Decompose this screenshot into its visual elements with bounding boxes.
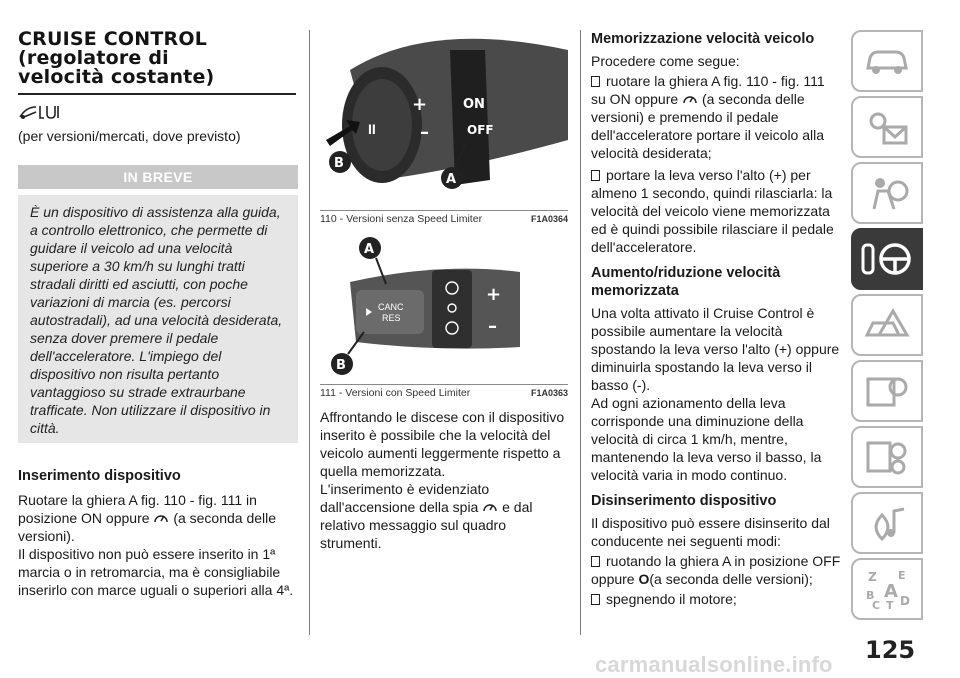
figure-111: [320, 232, 568, 380]
bullet-box: [591, 170, 600, 181]
svg-text:II: II: [368, 121, 376, 137]
deactivation-step-1a: ruotando la ghiera A in posizione OFF oppure: [591, 553, 841, 587]
title-line-3: velocità costante): [18, 66, 215, 88]
on-label-110: ON: [463, 97, 485, 112]
label-b-110: B: [334, 156, 344, 171]
maintenance-icon: [864, 371, 910, 411]
car-icon: [864, 46, 910, 76]
section-heading-memorization: Memorizzazione velocità veicolo: [591, 31, 815, 47]
bullet-box: [591, 594, 600, 605]
off-label-110: OFF: [467, 123, 494, 137]
column-divider-2: [580, 30, 581, 635]
figure-110: [320, 30, 568, 206]
deactivation-step-2: spegnendo il motore;: [606, 591, 737, 607]
svg-text:Z: Z: [868, 570, 877, 584]
caption-111-text: 111 - Versioni con Speed Limiter: [320, 387, 471, 399]
label-a-111: A: [364, 242, 375, 257]
speedometer-icon: [153, 510, 173, 526]
off-o-symbol: O: [638, 571, 650, 587]
insertion-text-b: (a seconda delle versioni).: [18, 510, 277, 544]
stalk-drawing-110: [320, 30, 568, 206]
svg-text:D: D: [900, 594, 910, 608]
svg-text:C: C: [872, 599, 881, 611]
caption-111: [320, 384, 568, 400]
bullet-box: [591, 556, 600, 567]
minus-label-110: –: [420, 122, 429, 143]
title-line-1: CRUISE CONTROL: [18, 28, 207, 50]
descent-note: Affrontando le discese con il dispositivo inserito è possibile che la velocità del veicolo aumenti leggermente rispetto a quella memorizzata.: [320, 409, 565, 479]
procedure-intro: Procedere come segue:: [591, 53, 740, 69]
tab-specifications[interactable]: [851, 426, 923, 488]
tab-emergency[interactable]: [851, 294, 923, 356]
tab-warning-lights[interactable]: [851, 96, 923, 158]
safety-airbag-icon: [864, 173, 910, 213]
deactivation-intro: Il dispositivo può essere disinserito dal conducente nei seguenti modi:: [591, 515, 830, 549]
brief-text: È un dispositivo di assistenza alla guida, a controllo elettronico, che permette di guidare il veicolo ad una velocità superiore a 30 km/h su lunghi tratti stradali diritti ed asciutti, con poche variazioni di marcia (es. percorsi autostradali), ad una velocità desiderata, senza dover premere il pedale dell'acceleratore. L'impiego del dispositivo non risulta pertanto vantaggioso su strade extraurbane trafficate. Non utilizzare il dispositivo in città.: [18, 195, 298, 443]
title-underline: [18, 93, 296, 95]
plus-label-110: +: [412, 94, 428, 115]
step-1-text-b: (a seconda delle versioni) e premendo il pedale dell'acceleratore portare il veicolo alla velocità desiderata;: [591, 91, 825, 161]
page-number: 125: [865, 636, 916, 664]
minus-label-111: –: [488, 316, 497, 337]
specifications-gears-icon: [864, 437, 910, 477]
label-b-111: B: [336, 358, 346, 373]
tab-starting-driving[interactable]: [851, 228, 923, 290]
speedometer-icon: [482, 499, 502, 515]
step-2-text: portare la leva verso l'alto (+) per almeno 1 secondo, quindi rilasciarla: la velocità del veicolo viene memorizzata ed è quindi possibile rilasciare il pedale dell'acceleratore.: [591, 167, 834, 255]
key-steering-wheel-icon: [859, 239, 915, 279]
section-heading-insertion: Inserimento dispositivo: [18, 468, 181, 484]
insertion-text-a: Ruotare la ghiera A fig. 110 - fig. 111 in posizione ON oppure: [18, 492, 257, 526]
svg-text:T: T: [886, 599, 894, 611]
caption-111-code: F1A0363: [530, 388, 568, 398]
speedometer-icon: [682, 91, 702, 107]
bullet-box: [591, 76, 600, 87]
label-a-110: A: [446, 172, 457, 187]
svg-text:A: A: [884, 581, 898, 602]
versions-note: (per versioni/mercati, dove previsto): [18, 128, 241, 144]
section-heading-adjust: Aumento/riduzione velocità memorizzata: [591, 265, 781, 299]
watermark: carmanualsonline.info: [595, 652, 833, 677]
chapter-sidebar: [851, 30, 923, 624]
multimedia-icon: [864, 503, 910, 543]
warning-lights-icon: [864, 107, 910, 147]
caption-110: [320, 210, 568, 226]
column-right: [591, 30, 841, 608]
column-middle: [320, 30, 568, 552]
activation-text-a: L'inserimento è evidenziato dall'accensione della spia: [320, 481, 490, 515]
tab-index[interactable]: [851, 558, 923, 620]
adjust-text: Una volta attivato il Cruise Control è possibile aumentare la velocità spostando la leva verso l'alto (+) oppure diminuirla spostando la leva verso il basso (-).: [591, 305, 840, 393]
deactivation-step-1b: (a seconda delle versioni);: [649, 571, 813, 587]
tab-maintenance[interactable]: [851, 360, 923, 422]
index-letters-icon: [862, 567, 912, 611]
step-1-text-a: ruotare la ghiera A fig. 110 - fig. 111 su ON oppure: [591, 73, 825, 107]
svg-text:B: B: [866, 589, 875, 602]
adjust-detail-text: Ad ogni azionamento della leva corrisponde una diminuzione della velocità di circa 1 km/h, mentre, mantenendo la leva verso il basso, la velocità varia in modo continuo.: [591, 395, 822, 483]
column-left: [18, 30, 298, 599]
tab-car[interactable]: [851, 30, 923, 92]
tab-multimedia[interactable]: [851, 492, 923, 554]
activation-text-b: e dal relativo messaggio sul quadro strumenti.: [320, 499, 533, 551]
res-label: RES: [382, 313, 401, 323]
section-heading-deactivation: Disinserimento dispositivo: [591, 493, 777, 509]
title-line-2: (regolatore di: [18, 47, 169, 69]
brief-heading: IN BREVE: [18, 165, 298, 189]
svg-text:E: E: [898, 569, 906, 582]
column-divider-1: [309, 30, 310, 635]
cruise-control-icon: [18, 103, 298, 121]
accident-icon: [863, 305, 911, 345]
stalk-drawing-111: [320, 232, 568, 380]
insertion-gear-note: Il dispositivo non può essere inserito in 1ª marcia o in retromarcia, ma è consigliabile inserirlo con marce uguali o superiori alla 4ª.: [18, 546, 294, 598]
caption-110-code: F1A0364: [530, 214, 568, 224]
page-title: [18, 30, 298, 87]
plus-label-111: +: [486, 284, 502, 305]
tab-safety[interactable]: [851, 162, 923, 224]
caption-110-text: 110 - Versioni senza Speed Limiter: [320, 213, 483, 225]
canc-label: CANC: [378, 302, 404, 312]
